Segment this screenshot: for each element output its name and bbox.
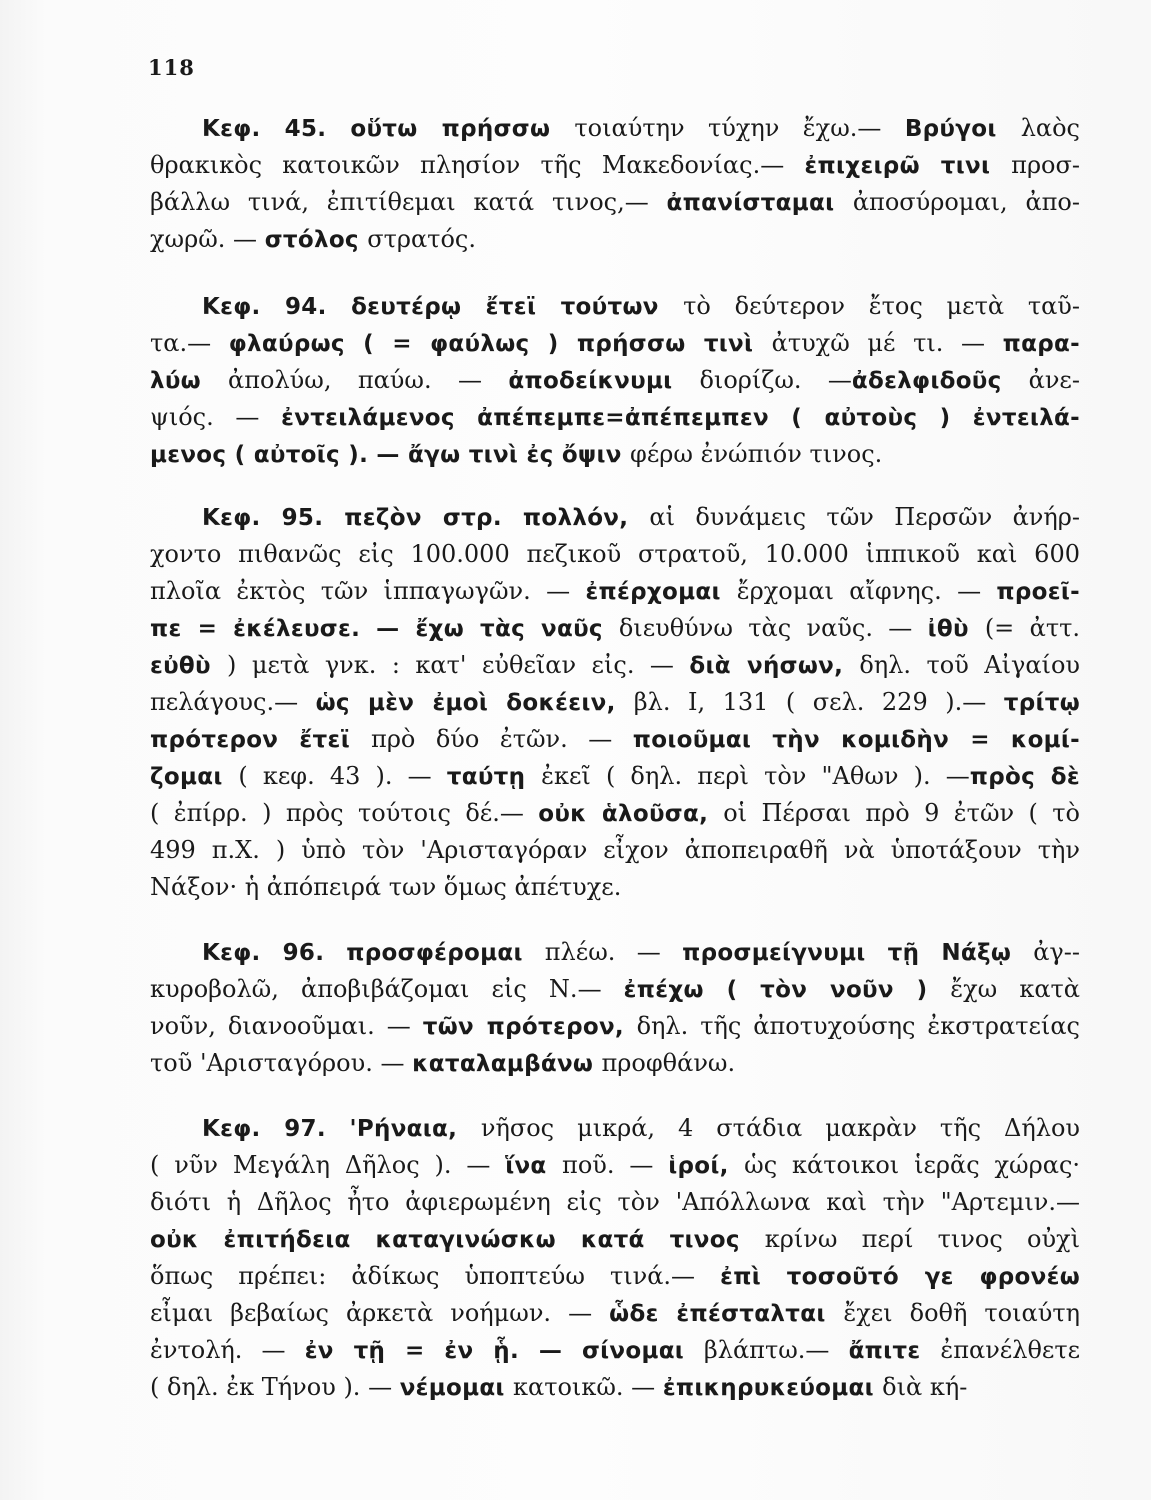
gloss-text: βάλλω τινά, ἐπιτίθεμαι κατά τινος,— [150, 188, 667, 216]
gloss-text: Νάξον· ἡ ἀπόπειρά των ὅμως ἀπέτυχε. [150, 873, 622, 901]
gloss-text: θρακικὸς κατοικῶν πλησίον τῆς Μακεδονίας.— [150, 151, 805, 179]
gloss-text: ἐπανέλθετε [940, 1336, 1080, 1364]
paragraph [150, 110, 1080, 258]
text-line [150, 499, 1080, 536]
gloss-text: διότι ἡ Δῆλος ἦτο ἀφιερωμένη εἰς τὸν 'Απόλλωνα καὶ τὴν "Αρτεμιν.— [150, 1188, 1080, 1216]
lemma-term: ἰθὺ [927, 616, 985, 642]
lemma-term: ἐπὶ τοσοῦτό γε φρονέω [720, 1264, 1080, 1290]
gloss-text: προφθάνω. [601, 1049, 736, 1077]
text-line [150, 573, 1080, 610]
text-line [150, 1221, 1080, 1258]
lemma-term: ταύτῃ [446, 764, 542, 790]
text-line [150, 832, 1080, 869]
lemma-term: προεῖ- [996, 579, 1080, 605]
gloss-text: ( κεφ. 43 ). — [238, 762, 447, 790]
text-line [150, 1184, 1080, 1221]
gloss-text: ἐντολή. — [150, 1336, 305, 1364]
gloss-text: ( νῦν Μεγάλη Δῆλος ). — [150, 1151, 506, 1179]
gloss-text: διορίζω. — [699, 366, 852, 394]
lemma-term: Κεφ. 95. πεζὸν στρ. πολλόν, [202, 505, 650, 531]
gloss-text: χωρῶ. — [150, 225, 265, 253]
text-line [150, 436, 1080, 473]
lemma-term: πρὸς δὲ [969, 764, 1080, 790]
text-line [150, 221, 1080, 258]
text-line [150, 362, 1080, 399]
gloss-text: ἔχει δοθῆ τοιαύτη [843, 1299, 1080, 1327]
gloss-text: τοῦ 'Αρισταγόρου. — [150, 1049, 413, 1077]
text-line [150, 1045, 1080, 1082]
lemma-term: ποιοῦμαι τὴν κομιδὴν = κομί- [632, 727, 1080, 753]
gloss-text: ὡς κάτοικοι ἱερᾶς χώρας· [744, 1151, 1080, 1179]
gloss-text: ἀπολύω, παύω. — [228, 366, 509, 394]
gloss-text: ( ἐπίρρ. ) πρὸς τούτοις δέ.— [150, 799, 539, 827]
gloss-text: ἀτυχῶ μέ τι. — [771, 329, 1003, 357]
gloss-text: στρατός. [367, 225, 476, 253]
text-line [150, 610, 1080, 647]
gloss-text: τα.— [150, 329, 229, 357]
gloss-text: αἱ δυνάμεις τῶν Περσῶν ἀνήρ- [649, 503, 1080, 531]
paragraph [150, 499, 1080, 906]
text-line [150, 1008, 1080, 1045]
text-line [150, 399, 1080, 436]
page-number: 118 [148, 55, 195, 80]
lemma-term: ἀπανίσταμαι [666, 190, 853, 216]
text-line [150, 1295, 1080, 1332]
lemma-term: εὐθὺ [150, 653, 228, 679]
gloss-text: κυροβολῶ, ἀποβιβάζομαι εἰς Ν.— [150, 975, 624, 1003]
commentary-text [150, 110, 1080, 1434]
text-line [150, 325, 1080, 362]
lemma-term: πρότερον ἔτεϊ [150, 727, 372, 753]
lemma-term: φλαύρως ( = φαύλως ) πρήσσω τινὶ [228, 331, 772, 357]
lemma-term: ἐπέρχομαι [585, 579, 737, 605]
text-line [150, 795, 1080, 832]
text-line [150, 288, 1080, 325]
lemma-term: τῶν πρότερον, [422, 1014, 637, 1040]
gloss-text: βλάπτω.— [703, 1336, 849, 1364]
lemma-term: ἐπέχω ( τὸν νοῦν ) [623, 977, 951, 1003]
lemma-term: Βρύγοι [904, 116, 1021, 142]
gloss-text: πελάγους.— [150, 688, 316, 716]
gloss-text: ἀνε- [1028, 366, 1080, 394]
text-line [150, 1369, 1080, 1406]
gloss-text: τὸ δεύτερον ἔτος μετὰ ταῦ- [683, 292, 1080, 320]
lemma-term: ἀδελφιδοῦς [851, 368, 1029, 394]
lemma-term: ἀποδείκνυμι [508, 368, 700, 394]
text-line [150, 869, 1080, 906]
lemma-term: ἱροί, [668, 1153, 745, 1179]
gloss-text: (= ἀττ. [984, 614, 1080, 642]
lemma-term: πε = ἐκέλευσε. — ἔχω τὰς ναῦς [150, 616, 619, 642]
gloss-text: ἀγ-- [1033, 938, 1080, 966]
gloss-text: προσ- [1011, 151, 1080, 179]
text-line [150, 110, 1080, 147]
gloss-text: πλέω. — [544, 938, 683, 966]
lemma-term: ἐν τῇ = ἐν ᾗ. — σίνομαι [304, 1338, 704, 1364]
text-line [150, 684, 1080, 721]
gloss-text: κατοικῶ. — [513, 1373, 663, 1401]
lemma-term: Κεφ. 45. οὕτω πρήσσω [202, 116, 575, 142]
gloss-text: 499 π.Χ. ) ὑπὸ τὸν 'Αρισταγόραν εἶχον ἀποπειραθῆ νὰ ὑποτάξουν τὴν [150, 836, 1080, 864]
gloss-text: δηλ. τοῦ Αἰγαίου [859, 651, 1080, 679]
text-line [150, 147, 1080, 184]
gloss-text: ποῦ. — [562, 1151, 669, 1179]
lemma-term: Κεφ. 97. 'Ρήναια, [202, 1116, 481, 1142]
gloss-text: λαὸς [1020, 114, 1080, 142]
lemma-term: ἐντειλάμενος ἀπέπεμπε=ἀπέπεμπεν ( αὐτοὺς ) ἐντειλά- [281, 405, 1080, 431]
lemma-term: ἐπιχειρῶ τινι [804, 153, 1012, 179]
text-line [150, 1110, 1080, 1147]
lemma-term: καταλαμβάνω [412, 1051, 602, 1077]
gloss-text: κρίνω περί τινος οὐχὶ [764, 1225, 1080, 1253]
lemma-term: τρίτῳ [1003, 690, 1080, 716]
gloss-text: τοιαύτην τύχην ἔχω.— [574, 114, 905, 142]
gloss-text: ἀποσύρομαι, ἀπο- [852, 188, 1080, 216]
text-line [150, 721, 1080, 758]
lemma-term: προσμείγνυμι τῇ Νάξῳ [682, 940, 1034, 966]
gloss-text: νῆσος μικρά, 4 στάδια μακρὰν τῆς Δήλου [480, 1114, 1080, 1142]
gloss-text: βλ. I, 131 ( σελ. 229 ).— [633, 688, 1004, 716]
paragraph [150, 1110, 1080, 1406]
gloss-text: φέρω ἐνώπιόν τινος. [630, 440, 883, 468]
gloss-text: διευθύνω τὰς ναῦς. — [618, 614, 928, 642]
lemma-term: Κεφ. 94. δευτέρῳ ἔτεϊ τούτων [202, 294, 684, 320]
text-line [150, 934, 1080, 971]
lemma-term: νέμομαι [399, 1375, 513, 1401]
gloss-text: ὅπως πρέπει: ἀδίκως ὑποπτεύω τινά.— [150, 1262, 721, 1290]
text-line [150, 184, 1080, 221]
text-line [150, 758, 1080, 795]
lemma-term: διὰ νήσων, [689, 653, 860, 679]
lemma-term: ὧδε ἐπέσταλται [609, 1301, 844, 1327]
lemma-term: λύω [150, 368, 229, 394]
text-line [150, 1332, 1080, 1369]
lemma-term: ἵνα [505, 1153, 563, 1179]
lemma-term: οὐκ ἁλοῦσα, [538, 801, 724, 827]
gloss-text: ἔχω κατὰ [950, 975, 1080, 1003]
gloss-text: ψιός. — [150, 403, 282, 431]
lemma-term: ὡς μὲν ἐμοὶ δοκέειν, [315, 690, 634, 716]
paragraph [150, 934, 1080, 1082]
text-line [150, 1258, 1080, 1295]
lemma-term: ζομαι [150, 764, 239, 790]
gloss-text: χοντο πιθανῶς εἰς 100.000 πεζικοῦ στρατοῦ, 10.000 ἱππικοῦ καὶ 600 [150, 540, 1080, 568]
gloss-text: ἔρχομαι αἴφνης. — [736, 577, 997, 605]
lemma-term: ἐπικηρυκεύομαι [662, 1375, 883, 1401]
lemma-term: μενος ( αὐτοῖς ). — ἄγω τινὶ ἐς ὄψιν [150, 442, 631, 468]
gloss-text: νοῦν, διανοοῦμαι. — [150, 1012, 423, 1040]
text-line [150, 971, 1080, 1008]
gloss-text: δηλ. τῆς ἀποτυχούσης ἐκστρατείας [636, 1012, 1080, 1040]
lemma-term: ἄπιτε [848, 1338, 941, 1364]
gloss-text: ( δηλ. ἐκ Τήνου ). — [150, 1373, 400, 1401]
gloss-text: ἐκεῖ ( δηλ. περὶ τὸν "Αθων ). — [541, 762, 970, 790]
paragraph [150, 288, 1080, 473]
gloss-text: ) μετὰ γνκ. : κατ' εὐθεῖαν εἰς. — [227, 651, 690, 679]
text-line [150, 647, 1080, 684]
gloss-text: διὰ κή- [882, 1373, 968, 1401]
lemma-term: παρα- [1002, 331, 1080, 357]
gloss-text: οἱ Πέρσαι πρὸ 9 ἐτῶν ( τὸ [723, 799, 1080, 827]
gloss-text: πλοῖα ἐκτὸς τῶν ἱππαγωγῶν. — [150, 577, 586, 605]
gloss-text: πρὸ δύο ἐτῶν. — [371, 725, 633, 753]
gloss-text: εἶμαι βεβαίως ἀρκετὰ νοήμων. — [150, 1299, 610, 1327]
text-line [150, 1147, 1080, 1184]
lemma-term: Κεφ. 96. προσφέρομαι [202, 940, 545, 966]
lemma-term: στόλος [264, 227, 368, 253]
text-line [150, 536, 1080, 573]
lemma-term: οὐκ ἐπιτήδεια καταγινώσκω κατά τινος [150, 1227, 765, 1253]
